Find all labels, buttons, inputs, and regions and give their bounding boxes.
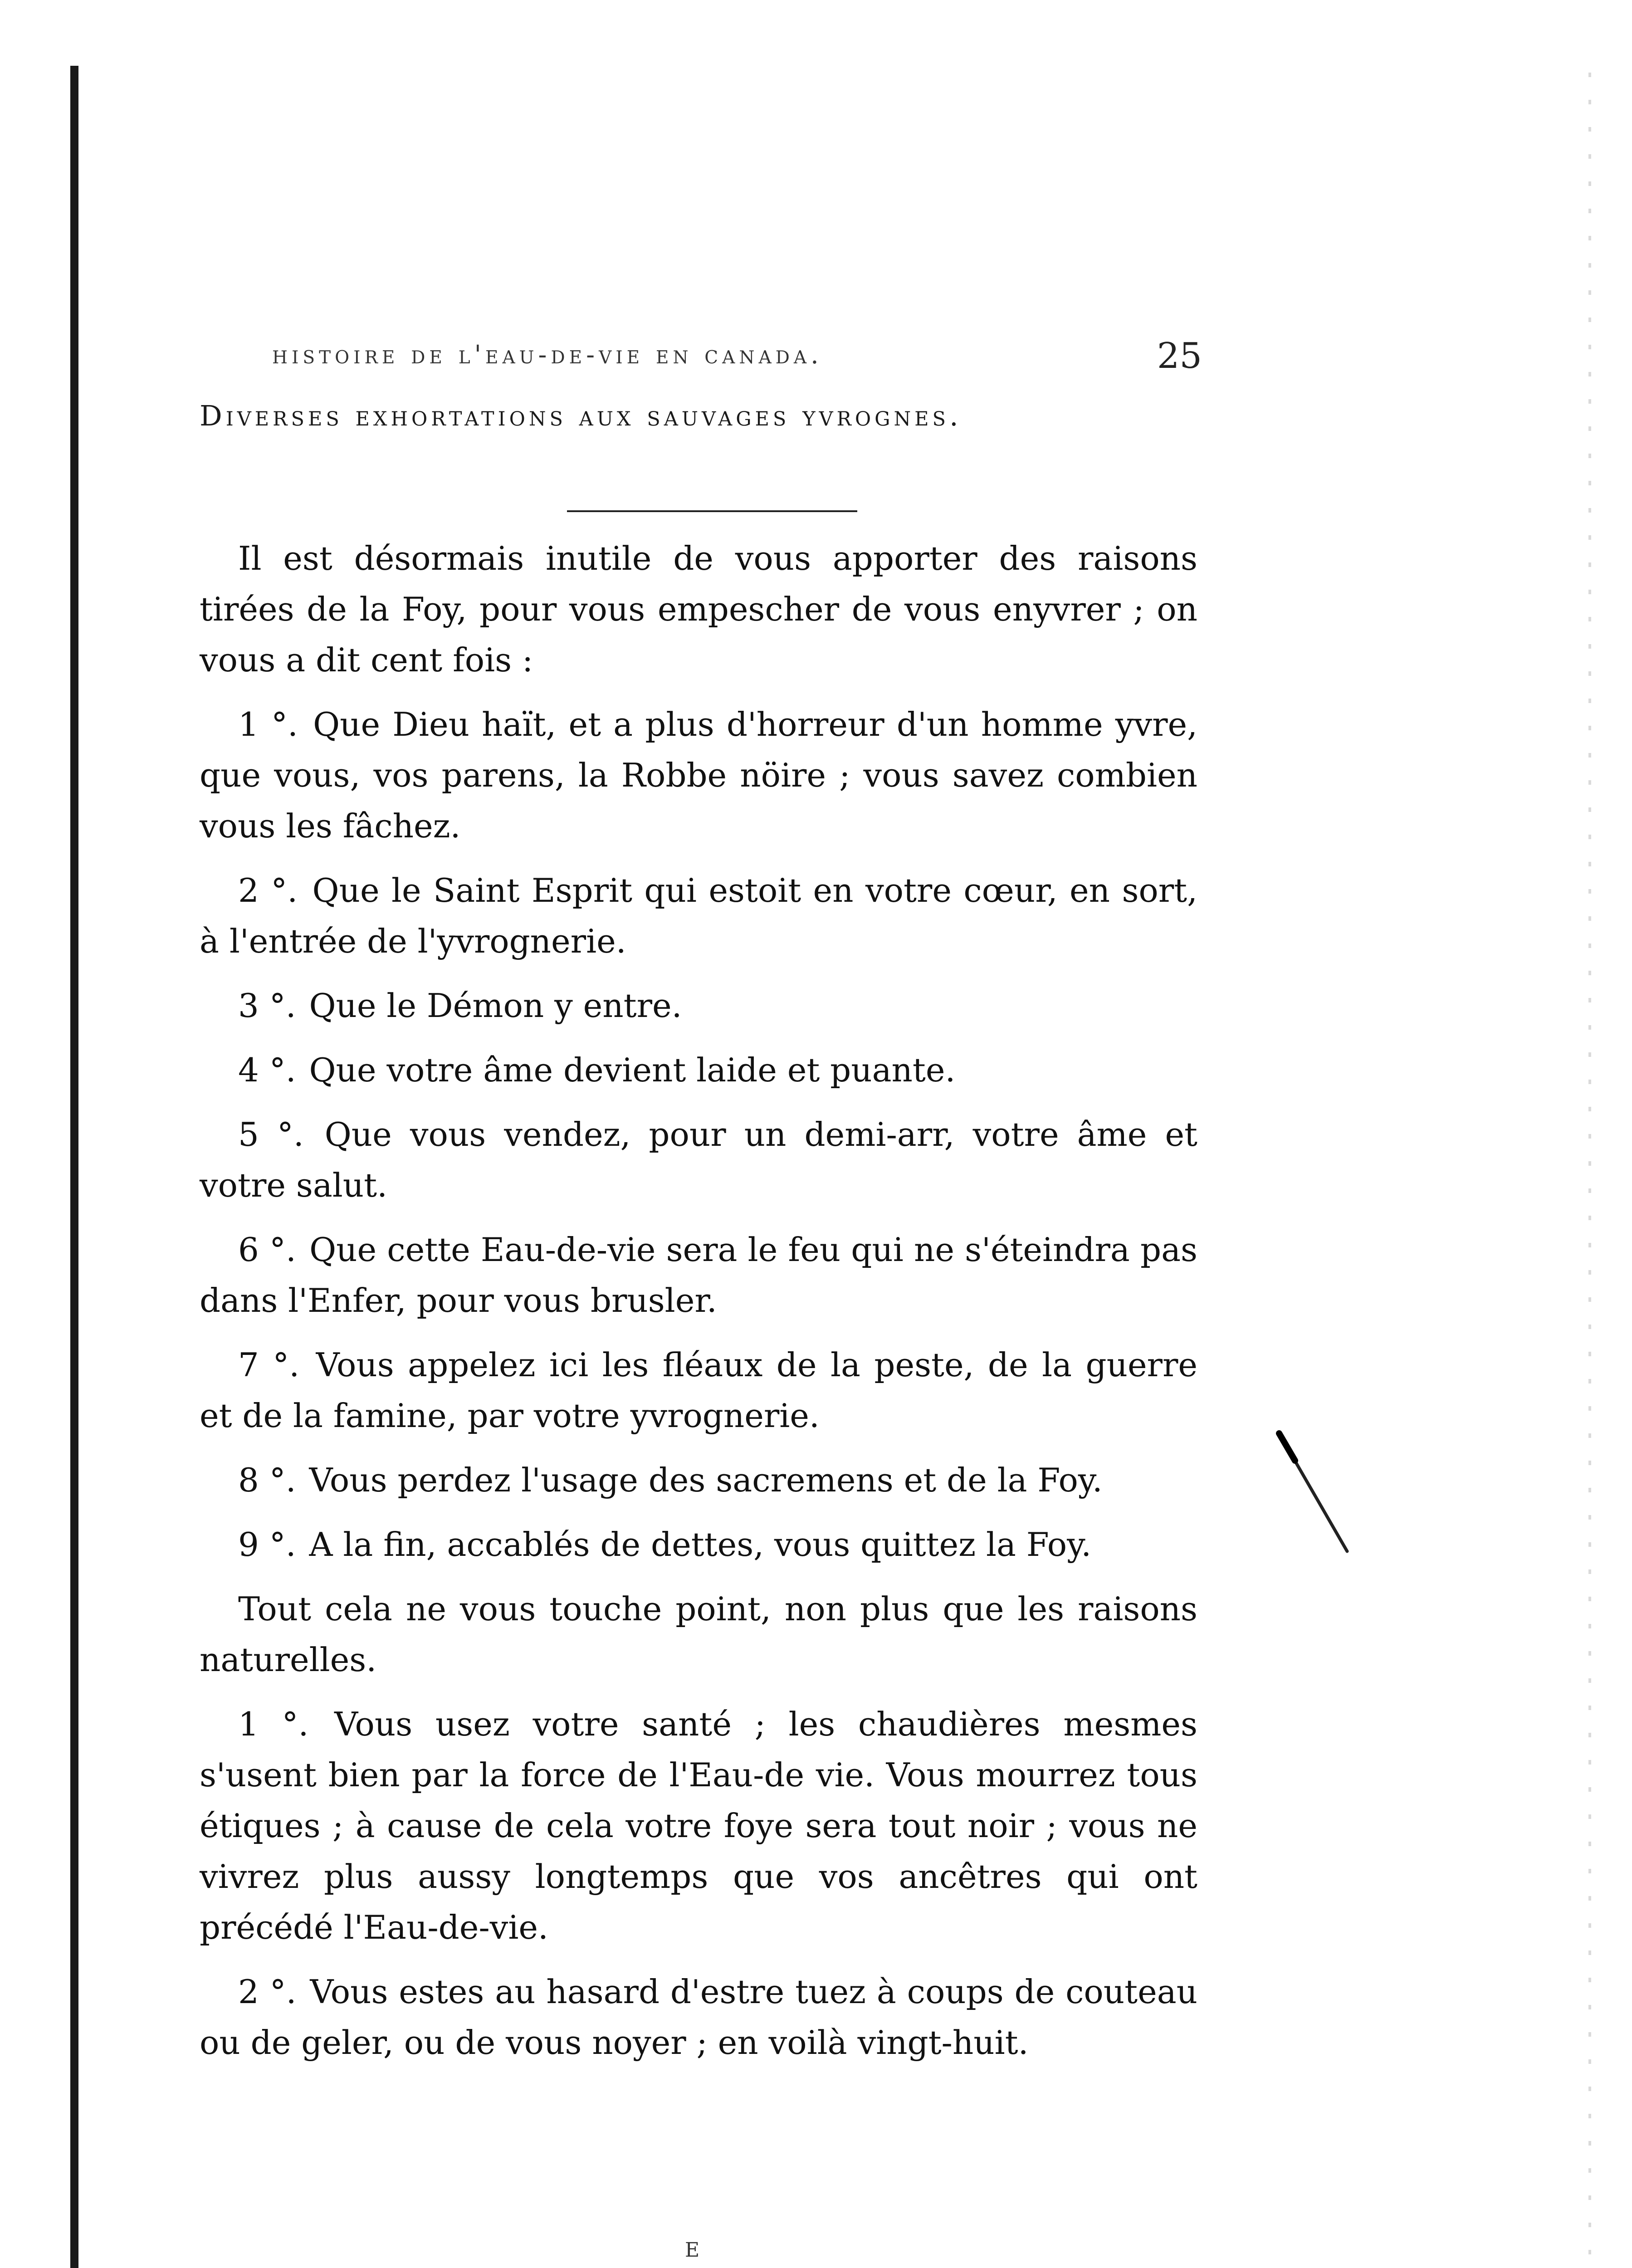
item-number: 2 °.: [238, 871, 298, 909]
item-number: 1 °.: [238, 705, 298, 743]
paragraph-item: [200, 980, 1197, 1031]
paragraph-item: [200, 1339, 1197, 1441]
paragraph-text: Vous appelez ici les fléaux de la peste, de la guerre et de la famine, par votre yvrognerie.: [200, 1346, 1198, 1435]
item-number: 4 °.: [238, 1051, 296, 1089]
paragraph-text: Que cette Eau-de-vie sera le feu qui ne s'éteindra pas dans l'Enfer, pour vous brusler.: [200, 1231, 1197, 1320]
paragraph-item: [200, 865, 1197, 967]
section-heading: Diverses exhortations aux sauvages yvrognes.: [200, 399, 962, 432]
paragraph-text: Il est désormais inutile de vous apporter des raisons tirées de la Foy, pour vous empescher de vous enyvrer ; on vous a dit cent fois :: [200, 539, 1197, 679]
item-number: 3 °.: [238, 987, 296, 1025]
paragraph-item: [200, 1224, 1197, 1326]
item-number: 5 °.: [238, 1115, 304, 1154]
item-number: 1 °.: [238, 1705, 309, 1743]
item-number: 9 °.: [238, 1525, 296, 1564]
paragraph-intro: [200, 533, 1197, 685]
running-head: [272, 336, 1202, 376]
heading-rule: [567, 510, 857, 512]
binding-edge: [70, 66, 78, 2268]
paragraph-text: Que le Démon y entre.: [309, 987, 682, 1025]
paragraph-text: Que votre âme devient laide et puante.: [309, 1051, 956, 1089]
paragraph-text: A la fin, accablés de dettes, vous quittez la Foy.: [309, 1525, 1092, 1564]
body-text: [200, 533, 1197, 2082]
page-edge-specks: [1588, 73, 1591, 2268]
paragraph-item: [200, 699, 1197, 851]
page-number: 25: [1157, 336, 1202, 376]
paragraph-text: Que Dieu haït, et a plus d'horreur d'un homme yvre, que vous, vos parens, la Robbe nöire ; vous savez combien vous les fâchez.: [200, 705, 1198, 845]
paragraph-conclusion: [200, 1584, 1197, 1685]
signature-mark: E: [685, 2239, 700, 2262]
item-number: 2 °.: [238, 1973, 297, 2011]
item-number: 8 °.: [238, 1461, 296, 1499]
paragraph-item: [200, 1519, 1197, 1570]
paragraph-item: [200, 1109, 1197, 1211]
paragraph-item: [200, 1045, 1197, 1095]
paragraph-text: Que vous vendez, pour un demi-arr, votre âme et votre salut.: [200, 1115, 1197, 1204]
pencil-mark: [1270, 1429, 1388, 1565]
paragraph-item: [200, 1699, 1197, 1953]
paragraph-item: [200, 1966, 1197, 2068]
paragraph-text: Tout cela ne vous touche point, non plus que les raisons naturelles.: [200, 1590, 1197, 1679]
item-number: 6 °.: [238, 1231, 296, 1269]
paragraph-text: Vous estes au hasard d'estre tuez à coups de couteau ou de geler, ou de vous noyer ; en voilà vingt-huit.: [200, 1973, 1197, 2062]
paragraph-item: [200, 1455, 1197, 1505]
paragraph-text: Vous usez votre santé ; les chaudières mesmes s'usent bien par la force de l'Eau-de vie. Vous mourrez tous étiques ; à cause de cela votre foye sera tout noir ; vous ne vivrez plus aussy longtemps que vos ancêtres qui ont précédé l'Eau-de-vie.: [200, 1705, 1197, 1946]
item-number: 7 °.: [238, 1346, 300, 1384]
running-title: histoire de l'eau-de-vie en canada.: [272, 340, 823, 370]
paragraph-text: Vous perdez l'usage des sacremens et de la Foy.: [309, 1461, 1103, 1499]
paragraph-text: Que le Saint Esprit qui estoit en votre cœur, en sort, à l'entrée de l'yvrognerie.: [200, 871, 1197, 960]
